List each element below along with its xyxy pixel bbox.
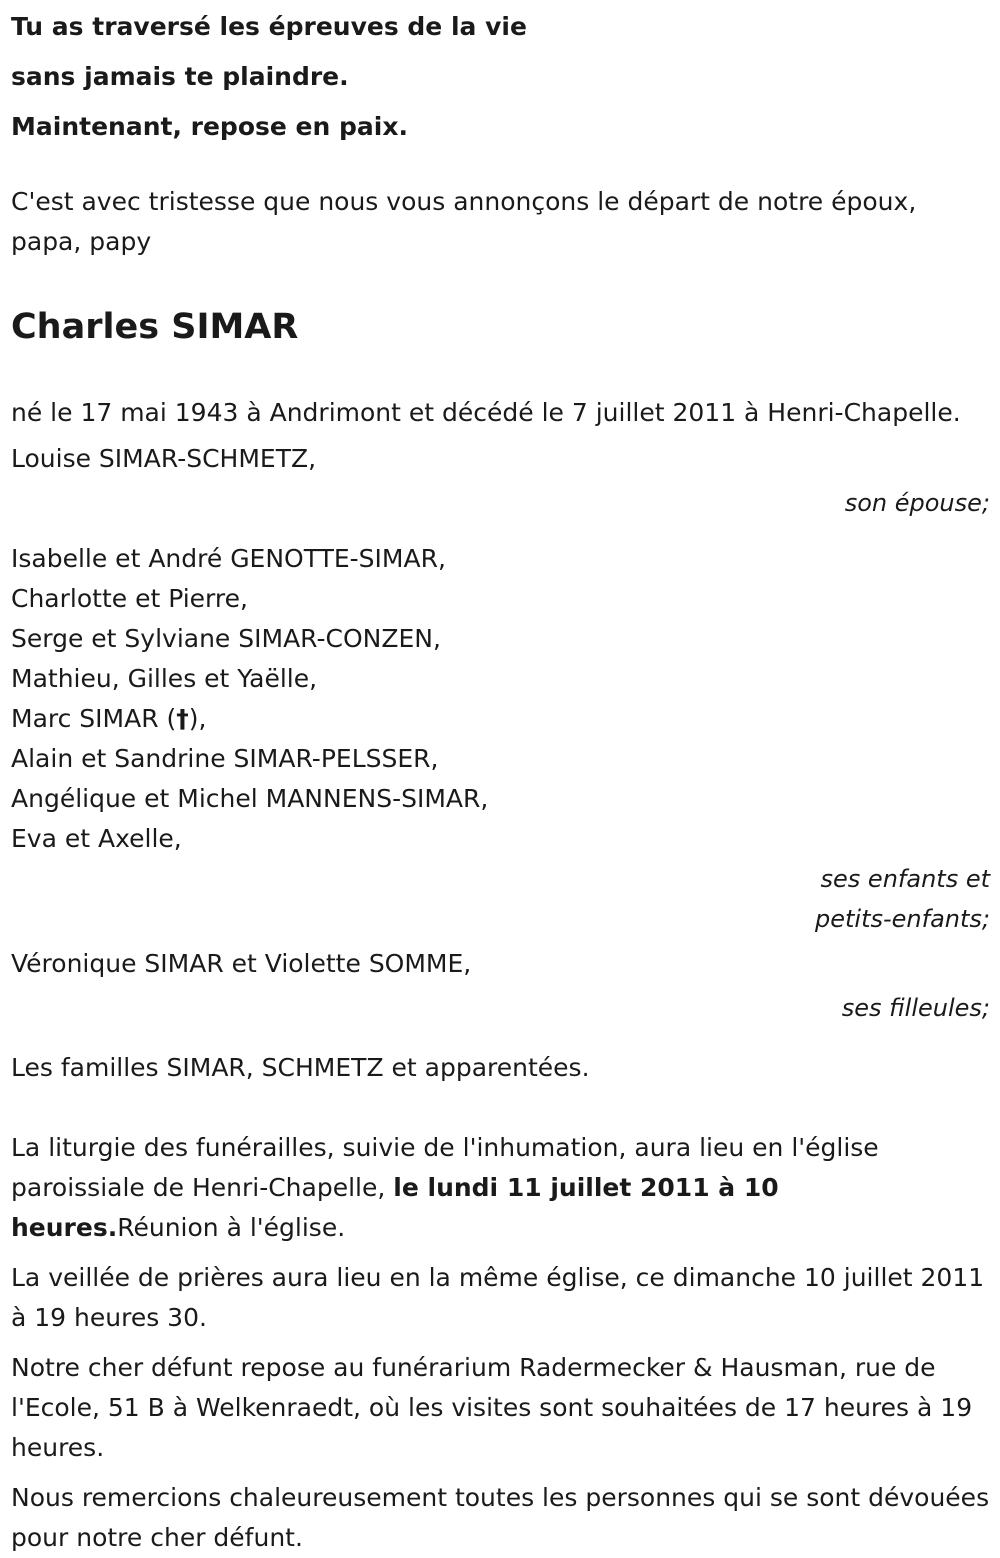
marc-suffix: ), xyxy=(188,704,207,733)
families-text: Les familles SIMAR, SCHMETZ et apparentées. xyxy=(11,1053,590,1082)
family-member: Véronique SIMAR et Violette SOMME, xyxy=(11,949,472,978)
funeral-part2: Réunion à l'église. xyxy=(117,1213,346,1242)
family-member: Charlotte et Pierre, xyxy=(11,584,248,613)
relation-label: ses enfants et xyxy=(820,865,990,893)
poem xyxy=(11,2,990,152)
birth-death-text: né le 17 mai 1943 à Andrimont et décédé le 7 juillet 2011 à Henri-Chapelle. xyxy=(11,398,961,427)
family-member: Isabelle et André GENOTTE-SIMAR, xyxy=(11,544,446,573)
family-member: Alain et Sandrine SIMAR-PELSSER, xyxy=(11,744,439,773)
cross-icon: † xyxy=(176,704,189,733)
children-group xyxy=(11,539,990,939)
vigil-text: La veillée de prières aura lieu en la même église, ce dimanche 10 juillet 2011 à 19 heures 30. xyxy=(11,1263,985,1332)
funeral-text xyxy=(11,1128,990,1248)
poem-line: Maintenant, repose en paix. xyxy=(11,112,408,141)
family-member: Louise SIMAR-SCHMETZ, xyxy=(11,444,317,473)
funeral-date: le lundi 11 juillet 2011 à 10 heures. xyxy=(11,1173,779,1242)
family-member: Eva et Axelle, xyxy=(11,824,182,853)
relation-label: son épouse; xyxy=(844,489,990,517)
marc-name: Marc SIMAR ( xyxy=(11,704,177,733)
poem-line: Tu as traversé les épreuves de la vie xyxy=(11,12,527,41)
family-member: Serge et Sylviane SIMAR-CONZEN, xyxy=(11,624,441,653)
spouse-group xyxy=(11,439,990,527)
family-member: Mathieu, Gilles et Yaëlle, xyxy=(11,664,318,693)
poem-line: sans jamais te plaindre. xyxy=(11,62,349,91)
godchildren-group xyxy=(11,944,990,1032)
family-member: Angélique et Michel MANNENS-SIMAR, xyxy=(11,784,489,813)
thanks-text: Nous remercions chaleureusement toutes les personnes qui se sont dévouées pour notre cher défunt. xyxy=(11,1483,990,1552)
deceased-name: Charles SIMAR xyxy=(11,307,299,347)
relation-label: petits-enfants; xyxy=(815,905,990,933)
funeral-part1: La liturgie des funérailles, suivie de l'inhumation, aura lieu en l'église paroissiale de Henri-Chapelle, xyxy=(11,1133,879,1202)
family-member-marc xyxy=(11,699,990,739)
intro-text: C'est avec tristesse que nous vous annonçons le départ de notre époux, papa, papy xyxy=(11,187,917,256)
relation-label: ses filleules; xyxy=(841,994,990,1022)
rest-text: Notre cher défunt repose au funérarium Radermecker & Hausman, rue de l'Ecole, 51 B à Welkenraedt, où les visites sont souhaitées de 17 heures à 19 heures. xyxy=(11,1353,973,1462)
